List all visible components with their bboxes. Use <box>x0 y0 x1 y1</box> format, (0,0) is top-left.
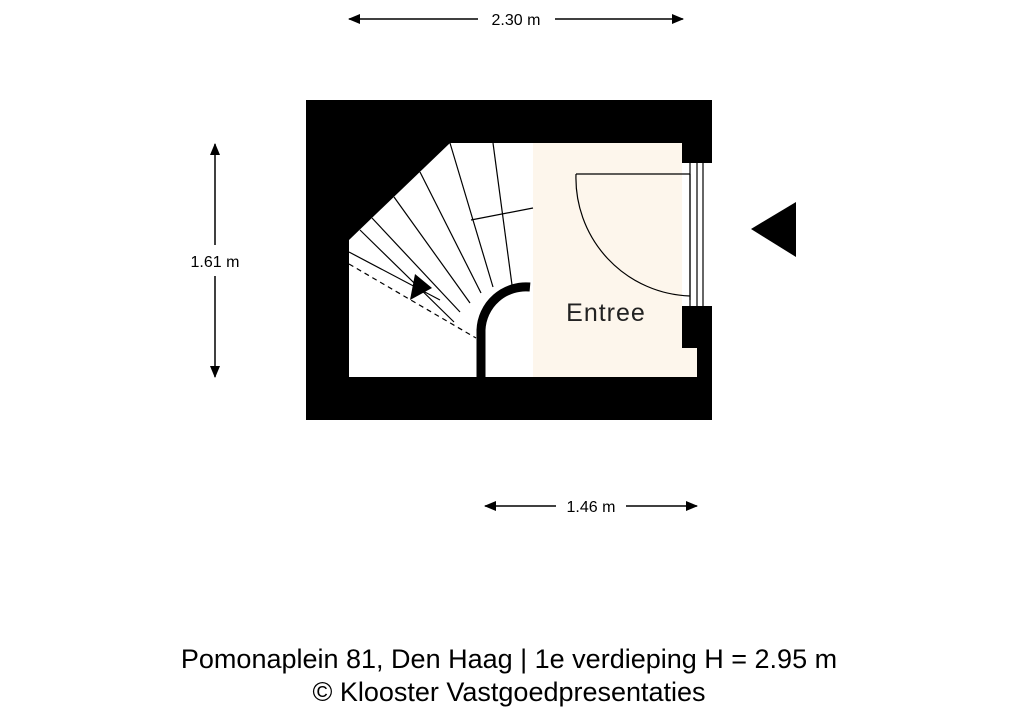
entree-floor <box>533 143 697 377</box>
door-opening <box>682 143 712 377</box>
dimension-left-height-label: 1.61 m <box>190 254 240 271</box>
entrance-triangle-icon <box>751 202 796 257</box>
dimension-bottom-width <box>485 499 697 516</box>
room-label-entree: Entree <box>566 299 646 327</box>
dimension-top-width-label: 2.30 m <box>491 12 541 29</box>
caption-copyright: © Klooster Vastgoedpresentaties <box>312 677 706 707</box>
dimension-top-width <box>349 12 683 29</box>
dimension-bottom-width-label: 1.46 m <box>566 499 616 516</box>
caption-address: Pomonaplein 81, Den Haag | 1e verdieping H = 2.95 m <box>180 644 838 674</box>
dimension-left-height <box>191 144 240 377</box>
